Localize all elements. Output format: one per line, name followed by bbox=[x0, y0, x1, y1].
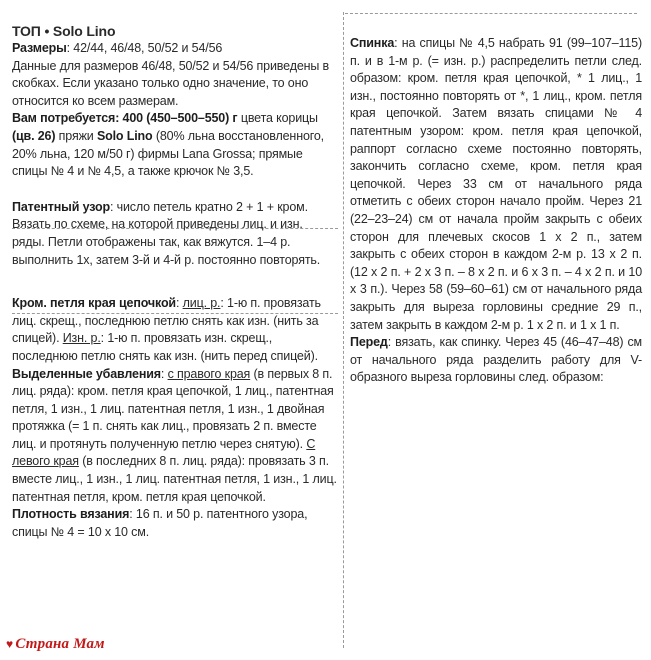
decrease-colon: : bbox=[160, 366, 168, 381]
decrease-right-edge: с правого края bbox=[167, 366, 251, 381]
decrease-text-2: (в последних 8 п. лиц. ряда): провязать 3 п. вместе лиц., 1 изн., 1 лиц. патентная петля, 1 изн., 1 лиц. патентная петля, кром. петля края цепочкой. bbox=[12, 454, 337, 504]
materials-text-3: (80% льна восстановленного, 20% льна, 120 м/50 г) фирмы Lana Grossa; прямые спицы № 4 и № 4,5, а также крючок № 3,5. bbox=[12, 128, 325, 179]
edge-text-2: : 1-ю п. провязать изн. скрещ., последнюю петлю снять как изн. (нить перед спицей). bbox=[12, 331, 318, 363]
back-text: : на спицы № 4,5 набрать 91 (99–107–115) п. и в 1-м р. (= изн. р.) распределить петли след. образом: кром. петля края цепочкой, * 1 лиц., 1 изн., постоянно повторять от *, 1 лиц., кром. петля края цепочкой. Затем вязать спицами № 4 патентным узором: кром. петля края цепочкой, раппорт согласно схеме постоянно повторять, закончить согласно схеме, кром. петля края цепочкой. Через 33 см от начального ряда отметить с обеих сторон начало пройм. Через 21 (22–23–24) см от начала пройм закрыть с обеих сторон для плечевых скосов 1 х 2 п., затем закрыть с обеих сторон в каждом 2-м р. 13 х 2 п. (12 х 2 п. + 2 х 3 п. – 8 х 2 п. и 6 х 3 п. – 4 х 2 п. и 10 х 3 п.). Через 58 (59–60–61) см от начального ряда закрыть для выреза горловины средние 29 п., затем закрыть в каждом 2-м р. 1 х 2 п. и 1 х 1 п. bbox=[350, 36, 642, 332]
front-paragraph bbox=[350, 334, 642, 387]
decrease-paragraph bbox=[12, 366, 338, 507]
site-watermark bbox=[6, 636, 105, 653]
edge-knit-row-label: лиц. р. bbox=[182, 296, 221, 311]
sizes-paragraph bbox=[12, 40, 338, 58]
pattern-label: Патентный узор bbox=[12, 199, 110, 214]
edge-text-1: : 1-ю п. провязать лиц. скрещ., последнюю петлю снять как изн. (нить за спицей). bbox=[12, 296, 321, 346]
materials-paragraph bbox=[12, 110, 338, 180]
edge-purl-row-label: Изн. р. bbox=[62, 331, 101, 346]
gauge-text: : 16 п. и 50 р. патентного узора, спицы № 4 = 10 х 10 см. bbox=[12, 507, 308, 539]
decrease-label: Выделенные убавления bbox=[12, 366, 161, 381]
watermark-text: Страна Мам bbox=[15, 636, 105, 652]
top-dashed-rule bbox=[345, 13, 637, 14]
back-paragraph bbox=[350, 35, 642, 334]
sizes-label: Размеры bbox=[12, 41, 67, 55]
materials-color-code: (цв. 26) bbox=[12, 128, 56, 143]
edge-paragraph bbox=[12, 295, 338, 365]
column-divider bbox=[343, 12, 344, 648]
right-column bbox=[350, 35, 642, 387]
sizes-note: Данные для размеров 46/48, 50/52 и 54/56 приведены в скобках. Если указано только одно значение, то оно относится ко всем размерам. bbox=[12, 58, 330, 108]
heart-icon: ♥ bbox=[6, 637, 14, 651]
front-label: Перед bbox=[350, 335, 388, 350]
decrease-left-edge: С левого края bbox=[12, 436, 316, 469]
article-title: ТОП • Solo Lino bbox=[12, 23, 116, 39]
pattern-text: : число петель кратно 2 + 1 + кром. Вязать по схеме, на которой приведены лиц. и изн. ряды. Петли отображены так, как вяжутся. 1–4 р. выполнить 1х, затем 3-й и 4-й р. постоянно повторять. bbox=[12, 199, 321, 267]
front-text: : вязать, как спинку. Через 45 (46–47–48) см от начального ряда разделить работу для V-образного выреза горловины след. образом: bbox=[350, 335, 642, 385]
gauge-label: Плотность вязания bbox=[12, 507, 130, 522]
edge-colon: : bbox=[175, 296, 180, 311]
left-column bbox=[12, 22, 338, 541]
materials-text-2: пряжи bbox=[55, 128, 97, 143]
materials-label: Вам потребуется: 400 (450–500–550) г bbox=[12, 111, 238, 126]
decrease-text-1: (в первых 8 п. лиц. ряда): кром. петля края цепочкой, 1 лиц., патентная петля, 1 изн., 1 лиц. патентная петля, 1 изн., 1 двойная протяжка (= 1 п. снять как лиц., провязать 2 п. вместе лиц. и протянуть полученную петлю через снятую). bbox=[12, 366, 334, 451]
back-label: Спинка bbox=[350, 36, 395, 50]
edge-label: Кром. петля края цепочкой bbox=[12, 296, 176, 311]
materials-text-1: цвета корицы bbox=[237, 111, 318, 126]
sizes-text: : 42/44, 46/48, 50/52 и 54/56 bbox=[66, 41, 223, 55]
gauge-paragraph bbox=[12, 506, 338, 541]
materials-yarn-name: Solo Lino bbox=[96, 128, 153, 143]
pattern-paragraph bbox=[12, 199, 338, 269]
